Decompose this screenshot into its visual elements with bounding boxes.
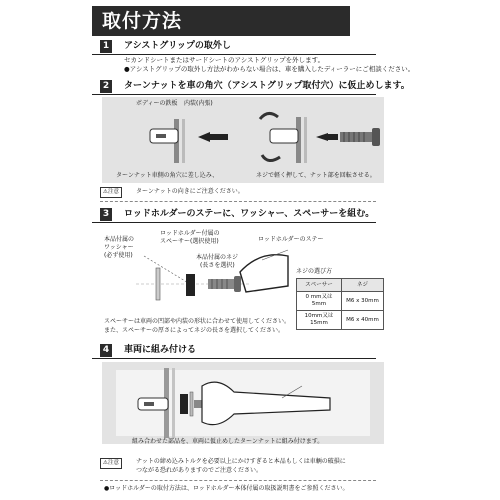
insert-arrow-shaft: [210, 134, 228, 140]
table-head-spacer: スペーサー: [297, 279, 342, 292]
label-washer-3: (必ず使用): [104, 252, 133, 259]
step2-caption-left: ターンナット車側の角穴に差し込み、: [116, 172, 219, 179]
page-title: 取付方法: [102, 10, 183, 32]
label-washer-2: ワッシャー: [104, 244, 134, 251]
step2-caution-tag: ⚠注意: [100, 187, 122, 198]
step2-illustration-panel: [102, 97, 384, 183]
spacer-shape: [180, 394, 188, 414]
label-body-panel: ボディーの鉄板: [136, 100, 178, 107]
step3-note1: スペーサーは車両の凹部や内装の形状に合わせて使用してください。: [104, 318, 291, 325]
washer-shape: [190, 392, 193, 416]
table-row1-screw: M6 x 30mm: [342, 292, 384, 311]
interior-trim-right: [304, 117, 307, 163]
washer-shape: [156, 268, 160, 300]
table-row2-spacer: [297, 311, 342, 330]
step3-illustration: [100, 246, 290, 326]
step1-number: 1: [100, 40, 112, 53]
divider: [100, 201, 376, 202]
step3-number: 3: [100, 208, 112, 221]
insert-arrow-icon: [198, 132, 210, 142]
step4-caution-line2: つながる恐れがありますのでご注意ください。: [136, 467, 263, 474]
step4-caution-line1: ナットの締め込みトルクを必要以上にかけすぎると本品もしくは車輌の破損に: [136, 458, 346, 465]
table-head-screw: ネジ: [342, 279, 384, 292]
spacer-shape: [186, 274, 195, 296]
table-row2-screw: M6 x 40mm: [342, 311, 384, 330]
row2-spacer-a: 10mm又は: [304, 313, 334, 319]
step1-line2: ●アシストグリップの取外し方法がわからない場合は、車を購入したディーラーにご相談ください。: [124, 65, 415, 73]
push-arrow-icon: [316, 133, 328, 141]
turn-nut-slot: [144, 402, 154, 406]
step2-caption-right: ネジで軽く押して、ナット部を回転させる。: [256, 172, 376, 179]
interior-trim: [182, 119, 185, 163]
label-washer-1: 本品付属の: [104, 236, 135, 243]
step3-note2: また、スペーサーの厚さによってネジの長さを選択してください。: [104, 327, 285, 334]
screw-icon: [340, 128, 380, 146]
step1-line1: セカンドシートまたはサードシートのアシストグリップを外します。: [124, 56, 325, 64]
screw-selection-table: [296, 278, 384, 330]
rotate-arrow-icon-lower: [262, 155, 280, 161]
step4-title: 車両に組み付ける: [124, 345, 197, 355]
step2-illustration: [102, 97, 384, 183]
table-row1-spacer: [297, 292, 342, 311]
rotate-arrow-icon: [260, 113, 278, 119]
label-screw-2: (長さを選択): [200, 262, 235, 269]
step2-number: 2: [100, 80, 112, 93]
washer-leader: [144, 256, 190, 284]
turn-nut-slot: [156, 134, 166, 138]
step4-caption1: 組み合わせた部品を、車両に仮止めしたターンナットに組み付けます。: [132, 438, 324, 445]
caution-label: 注意: [107, 460, 119, 466]
row1-spacer-a: 0 mm又は: [305, 294, 333, 300]
row2-spacer-b: 15mm: [310, 320, 328, 326]
interior-trim: [172, 368, 175, 438]
step4-illustration: [102, 362, 384, 444]
step4-footer: ●ロッドホルダーの取付方法は、ロッドホルダー本体付属の取扱説明書をご参照ください。: [104, 485, 349, 492]
screw-icon: [208, 276, 241, 292]
push-arrow-shaft: [328, 134, 338, 140]
turn-nut-right: [270, 129, 298, 143]
label-spacer-1: ロッドホルダー付属の: [160, 230, 220, 237]
step4-illustration-panel: [102, 362, 384, 444]
step3-title: ロッドホルダーのステーに、ワッシャー、スペーサーを組む。: [124, 209, 375, 219]
label-interior: 内装(内張): [184, 100, 213, 107]
divider: [100, 480, 376, 481]
row1-spacer-b: 5mm: [311, 301, 327, 307]
label-screw-1: 本品付属のネジ: [196, 254, 239, 261]
label-stay: ロッドホルダーのステー: [258, 236, 324, 243]
label-spacer-2: スペーサー(選択使用): [160, 238, 219, 245]
step2-title: ターンナットを車の角穴（アシストグリップ取付穴）に仮止めします。: [124, 81, 410, 91]
rod-holder-stay: [240, 255, 288, 292]
step2-caution-text: ターンナットの向きにご注意ください。: [136, 188, 244, 195]
step1-title: アシストグリップの取外し: [124, 41, 231, 51]
step4-caution-tag: ⚠注意: [100, 458, 122, 469]
caution-label: 注意: [107, 189, 119, 195]
step4-number: 4: [100, 344, 112, 357]
screw-table-title: ネジの選び方: [296, 268, 333, 275]
